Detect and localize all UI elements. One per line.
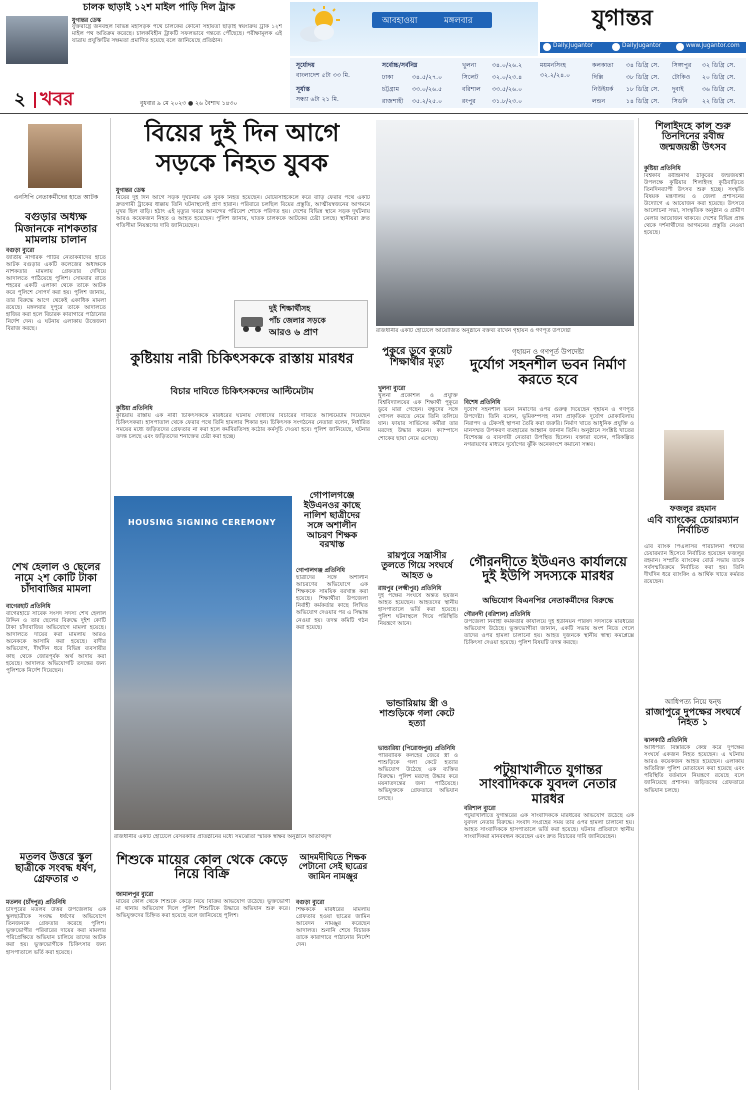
left-mid-byline: বাগেরহাট প্রতিনিধি <box>6 604 51 610</box>
division-name: চট্টগ্রাম <box>382 86 400 93</box>
column-rule <box>110 118 111 1090</box>
rabindra-headline: শিলাইদহে কাল শুরু তিনদিনের রবীন্দ্র জন্মজয়ন্তী উৎসব <box>655 121 731 153</box>
lead-headline-line1: বিয়ের দুই দিন আগে <box>144 118 340 147</box>
housing-kicker: গৃহায়ন ও গণপূর্ত উপদেষ্টা <box>511 348 585 356</box>
pond-body: খুলনা প্রকৌশল ও প্রযুক্তি বিশ্ববিদ্যালয়ের এক শিক্ষার্থী পুকুরে ডুবে মারা গেছেন। বন্ধুদের সঙ্গে গোসল করতে নেমে তিনি তলিয়ে যান। ফায়ার সার্ভিসের কর্মীরা তার মরদেহ উদ্ধার করেন। ক্যাম্পাসে শোকের ছায়া নেমে এসেছে। <box>378 393 458 442</box>
pond-byline: খুলনা ব্যুরো <box>378 386 406 392</box>
division-name: বরিশাল <box>462 86 481 93</box>
event-banner: HOUSING SIGNING CEREMONY <box>128 518 277 527</box>
city-name: নিউইয়র্ক <box>592 86 614 93</box>
folio-date: বুধবার ৯ মে ২০২৩ ● ২৬ বৈশাখ ১৪৩০ <box>140 100 238 107</box>
city-value: ২২ ডিগ্রি সে. <box>702 98 736 105</box>
top-strip <box>0 0 286 88</box>
ab-bank-portrait <box>664 430 724 500</box>
weather-banner <box>372 12 492 28</box>
left-top-byline: বগুড়া ব্যুরো <box>6 248 35 254</box>
bhandaria-body: পারিবারিক কলহের জেরে স্ত্রী ও শাশুড়িকে গলা কেটে হত্যার অভিযোগ উঠেছে এক ব্যক্তির বিরুদ্ধে। পুলিশ মরদেহ উদ্ধার করে ময়নাতদন্তের জন্য পাঠিয়েছে। অভিযুক্তকে গ্রেফতারে অভিযান চলছে। <box>378 753 458 802</box>
division-value: ৩৪.৫/২৭.০ <box>412 74 443 81</box>
city-name: সিডনি <box>672 98 688 105</box>
division-value: ৩৪.০/২৬.২ <box>492 62 523 69</box>
city-value: ১৪ ডিগ্রি সে. <box>626 98 660 105</box>
lead-graphic-line1: দুই শিক্ষার্থীসহ <box>269 304 311 313</box>
weather-table <box>290 58 746 108</box>
event-photo <box>114 496 292 830</box>
sunrise-value: বাংলাদেশ ৫টা ৩৩ মি. <box>296 72 351 79</box>
teacher-bail-body: শিক্ষককে মারধরের মামলায় গ্রেফতার হওয়া ছাত্রের জামিন আবেদন নামঞ্জুর করেছেন আদালত। শুনানি শেষে বিচারক তাকে কারাগারে পাঠানোর নির্দেশ দেন। <box>296 907 370 949</box>
rajapur-kicker: আধিপত্য নিয়ে দ্বন্দ্ব <box>664 698 722 706</box>
center-photo <box>376 120 634 326</box>
lead-byline: যুগান্তর ডেস্ক <box>116 188 145 194</box>
division-name: ময়মনসিংহ <box>540 62 566 69</box>
teacher-bail-headline: আদমদীঘিতে শিক্ষক পেটানো সেই ছাত্রের জামিন নামঞ্জুর <box>298 853 368 882</box>
page-number: ২ <box>14 89 26 110</box>
bhandaria-byline: ভান্ডারিয়া (পিরোজপুর) প্রতিনিধি <box>378 746 456 752</box>
left-top-body: জাতীয় নাগরিক পার্টির নেতাকর্মীদের হাতে আটক বগুড়ার একটি কলেজের অধ্যক্ষকে নাশকতার মামলায় গ্রেফতার দেখিয়ে আদালতে পাঠিয়েছে পুলিশ। সোমবার রাতে শহরের একটি এলাকা থেকে তাকে আটক করে পুলিশে সোপর্দ করা হয়। পুলিশ জানায়, তার বিরুদ্ধে আগে থেকেই একাধিক মামলা রয়েছে। মঙ্গলবার দুপুরে তাকে আদালতে হাজির করা হলে বিচারক কারাগারে পাঠানোর নির্দেশ দেন। এ ঘটনায় এলাকায় উত্তেজনা বিরাজ করছে। <box>6 255 106 332</box>
rabindra-body: বিশ্বকবি রবীন্দ্রনাথ ঠাকুরের জন্মজয়ন্তী উপলক্ষে কুষ্টিয়ার শিলাইদহ কুঠিবাড়িতে তিনদিনব্যাপী উৎসব শুরু হচ্ছে। সংস্কৃতি বিষয়ক মন্ত্রণালয় ও জেলা প্রশাসনের উদ্যোগে এ আয়োজন করা হয়েছে। উৎসবে আলোচনা সভা, সাংস্কৃতিক অনুষ্ঠান ও গ্রামীণ মেলার আয়োজন থাকবে। দেশের বিভিন্ন প্রান্ত থেকে দর্শনার্থীদের আগমনের প্রস্তুতি নেওয়া হয়েছে। <box>644 173 744 236</box>
division-value: ৩২.০/২৩.৪ <box>492 74 523 81</box>
facebook-icon[interactable] <box>543 43 551 51</box>
road-accident-icon <box>237 305 267 335</box>
city-value: ৩৮ ডিগ্রি সে. <box>626 74 660 81</box>
portrait-photo <box>28 124 82 188</box>
division-value: ৩৩.৫/২৬.০ <box>492 86 523 93</box>
raipur-byline: রায়পুর (লক্ষ্মীপুর) প্রতিনিধি <box>378 586 442 592</box>
housing-byline: বিশেষ প্রতিনিধি <box>464 400 501 406</box>
left-bottom-headline: মতলব উত্তরে স্কুল ছাত্রীকে সংবদ্ধ ধর্ষণ, গ্রেফতার ৩ <box>15 852 97 885</box>
rajapur-byline: ঝালকাঠি প্রতিনিধি <box>644 738 688 744</box>
gopalganj-headline: গোপালগঞ্জে ইউএনওর কাছে নালিশ ছাত্রীদের সঙ্গে অশালীন আচরণ শিক্ষক বরখাস্ত <box>303 491 361 551</box>
city-name: টোকিও <box>672 74 691 81</box>
housing-headline: দুর্যোগ সহনশীল ভবন নির্মাণ করতে হবে <box>470 357 626 389</box>
lead-body: বিয়ের দুই দিন আগে সড়ক দুর্ঘটনায় এক যুবক নিহত হয়েছেন। মোটরসাইকেলে করে বাড়ি ফেরার পথে একটি দ্রুতগামী ট্রাকের ধাক্কায় তিনি ঘটনাস্থলেই প্রাণ হারান। পরিবারে চলছিল বিয়ের প্রস্তুতি, আত্মীয়স্বজনের আগমনে মুখর ছিল বাড়ি। হঠাৎ এই মৃত্যুর খবরে আনন্দের পরিবেশ শোকে পরিণত হয়। দেশের বিভিন্ন স্থানে সড়ক দুর্ঘটনায় আরও কয়েকজন নিহত ও আহত হয়েছেন। পুলিশ জানায়, ঘাতক চালককে আটকের চেষ্টা চলছে। স্থানীয়রা দ্রুত গতিসীমা নিয়ন্ত্রণের দাবি জানিয়েছেন। <box>116 195 370 230</box>
city-value: ৩৪ ডিগ্রি সে. <box>626 62 660 69</box>
lead-headline-line2: সড়কে নিহত যুবক <box>156 148 328 177</box>
gopalganj-byline: গোপালগঞ্জ প্রতিনিধি <box>296 568 345 574</box>
raipur-body: দুই পক্ষের সংঘর্ষে অন্তত ছয়জন আহত হয়েছেন। আহতদের স্থানীয় হাসপাতালে ভর্তি করা হয়েছে। পুলিশ ঘটনাস্থলে গিয়ে পরিস্থিতি নিয়ন্ত্রণে আনে। <box>378 593 458 628</box>
event-photo-caption: রাজধানীর একটি হোটেলে বেসরকারি প্রতিষ্ঠানের মধ্যে সমঝোতা স্মারক স্বাক্ষর অনুষ্ঠানে অতিথিবৃন্দ <box>114 834 332 840</box>
bhandaria-headline: ভান্ডারিয়ায় স্ত্রী ও শাশুড়িকে গলা কেটে হত্যা <box>379 699 455 729</box>
city-value: ১৮ ডিগ্রি সে. <box>626 86 660 93</box>
child-sale-body: মায়ের কোল থেকে শিশুকে কেড়ে নিয়ে বিক্রির অভিযোগ উঠেছে। ভুক্তভোগী মা থানায় অভিযোগ দিলে পুলিশ শিশুটিকে উদ্ধারে অভিযান শুরু করে। অভিযুক্তদের চিহ্নিত করা হয়েছে বলে জানিয়েছে পুলিশ। <box>116 899 290 920</box>
folio-divider <box>34 92 36 108</box>
social-facebook[interactable]: Daily.Jugantor <box>553 43 594 49</box>
column-rule <box>638 118 639 1090</box>
left-top-headline: বগুড়ার অধ্যক্ষ মিজানকে নাশকতার মামলায় চালান <box>14 211 98 247</box>
kushtia-byline: কুষ্টিয়া প্রতিনিধি <box>116 406 153 412</box>
ab-bank-headline: এবি ব্যাংকের চেয়ারম্যান নির্বাচিত <box>647 515 739 537</box>
left-mid-headline: শেখ হেলাল ও ছেলের নামে ২শ কোটি টাকা চাঁদাবাজির মামলা <box>11 562 101 595</box>
gouranadi-headline: গৌরনদীতে ইউএনও কার্যালয়ে দুই ইউপি সদস্যকে মারধর <box>469 555 627 585</box>
twitter-icon[interactable] <box>612 43 620 51</box>
patuakhali-body: পটুয়াখালীতে যুগান্তরের এক সাংবাদিককে মারধরের অভিযোগ উঠেছে এক যুবদল নেতার বিরুদ্ধে। সংবাদ সংগ্রহের সময় তার ওপর হামলা চালানো হয়। আহত সাংবাদিককে হাসপাতালে ভর্তি করা হয়েছে। ঘটনার প্রতিবাদে স্থানীয় সাংবাদিকরা মানববন্ধন করেছেন এবং দ্রুত বিচারের দাবি জানিয়েছেন। <box>464 813 634 841</box>
gopalganj-body: ছাত্রীদের সঙ্গে অশালীন আচরণের অভিযোগে এক শিক্ষককে সাময়িক বরখাস্ত করা হয়েছে। শিক্ষার্থীরা উপজেলা নির্বাহী কর্মকর্তার কাছে লিখিত অভিযোগ দেওয়ার পর এ সিদ্ধান্ত নেওয়া হয়। তদন্ত কমিটি গঠন করা হয়েছে। <box>296 575 368 631</box>
sunset-label: সূর্যাস্ত <box>296 86 310 93</box>
pond-headline: পুকুরে ডুবে কুয়েট শিক্ষার্থীর মৃত্যু <box>382 346 452 368</box>
kushtia-subhead: বিচার দাবিতে চিকিৎসকদের আল্টিমেটাম <box>170 387 314 397</box>
globe-icon[interactable] <box>676 43 684 51</box>
weather-box <box>290 2 538 56</box>
gouranadi-subhead: অভিযোগ বিএনপির নেতাকর্মীদের বিরুদ্ধে <box>482 595 614 605</box>
folio-bar <box>0 88 286 112</box>
teacher-bail-byline: বগুড়া ব্যুরো <box>296 900 325 906</box>
division-name: ঢাকা <box>382 74 394 81</box>
child-sale-byline: জামালপুর ব্যুরো <box>116 892 154 898</box>
city-value: ৩৬ ডিগ্রি সে. <box>702 86 736 93</box>
rajapur-headline: রাজাপুরে দুপক্ষের সংঘর্ষে নিহত ১ <box>645 707 741 729</box>
social-website[interactable]: www.jugantor.com <box>686 43 740 49</box>
division-value: ৩৩.০/২৬.৫ <box>412 86 443 93</box>
top-strip-byline: যুগান্তর ডেস্ক <box>72 18 101 24</box>
lead-graphic-line3: আরও ৬ প্রাণ <box>269 328 318 338</box>
top-strip-headline: চালক ছাড়াই ১২শ মাইল পাড়ি দিল ট্রাক <box>82 2 236 13</box>
city-value: ৩২ ডিগ্রি সে. <box>702 62 736 69</box>
division-value: ৩১.৮/২৩.০ <box>492 98 523 105</box>
patuakhali-byline: বরিশাল ব্যুরো <box>464 806 496 812</box>
kushtia-headline: কুষ্টিয়ায় নারী চিকিৎসককে রাস্তায় মারধর <box>130 351 354 367</box>
division-name: খুলনা <box>462 62 477 69</box>
weather-label: আবহাওয়া <box>382 16 418 26</box>
folio-rule <box>0 113 748 114</box>
gouranadi-body: উপজেলা নির্বাহী কর্মকর্তার কার্যালয়ে দুই ইউনিয়ন পরিষদ সদস্যকে মারধরের অভিযোগ উঠেছে। ভুক্তভোগীরা জানান, একটি সভায় অংশ নিতে গেলে তাদের ওপর হামলা চালানো হয়। আহত দুজনকে স্থানীয় স্বাস্থ্য কমপ্লেক্সে চিকিৎসা দেওয়া হয়েছে। পুলিশ বিষয়টি তদন্ত করছে। <box>464 619 634 647</box>
left-mid-body: বাগেরহাটে সাবেক সংসদ সদস্য শেখ হেলাল উদ্দিন ও তার ছেলের বিরুদ্ধে দুইশ কোটি টাকা চাঁদাবাজির অভিযোগে মামলা হয়েছে। আদালতে দায়ের করা মামলায় আরও অনেককে আসামি করা হয়েছে। বাদীর অভিযোগ, দীর্ঘদিন ধরে বিভিন্ন ব্যবসায়ীর কাছ থেকে জোরপূর্বক অর্থ আদায় করা হয়েছে। আদালত অভিযোগটি তদন্তের জন্য পুলিশকে নির্দেশ দিয়েছেন। <box>6 611 106 674</box>
masthead-logo: যুগান্তর <box>592 5 653 31</box>
gouranadi-byline: গৌরনদী (বরিশাল) প্রতিনিধি <box>464 612 531 618</box>
division-name: রংপুর <box>462 98 476 105</box>
truck-photo <box>6 16 68 64</box>
child-sale-headline: শিশুকে মায়ের কোল থেকে কেড়ে নিয়ে বিক্রি <box>116 853 288 883</box>
housing-body: দুর্যোগ সহনশীল ভবন নির্মাণের ওপর গুরুত্ব দিয়েছেন গৃহায়ন ও গণপূর্ত উপদেষ্টা। তিনি বলেন, ভূমিকম্পসহ নানা প্রাকৃতিক দুর্যোগ মোকাবিলায় নিরাপদ ও টেকসই স্থাপনা তৈরি করা জরুরি। নির্মাণ খাতে আধুনিক প্রযুক্তি ও মানসম্মত উপকরণ ব্যবহারের আহ্বান জানান তিনি। অনুষ্ঠানে সংশ্লিষ্ট খাতের বিশেষজ্ঞ ও ব্যবসায়ী নেতারা উপস্থিত ছিলেন। বক্তারা বলেন, পরিকল্পিত নগরায়ণের মাধ্যমে দুর্যোগের ঝুঁকি অনেকাংশে কমানো সম্ভব। <box>464 407 634 449</box>
left-bottom-byline: মতলব (চাঁদপুর) প্রতিনিধি <box>6 900 66 906</box>
city-name: কলকাতা <box>592 62 614 69</box>
lead-graphic-line2: পাঁচ জেলার সড়কে <box>269 316 326 325</box>
left-bottom-body: চাঁদপুরের মতলব উত্তর উপজেলায় এক স্কুলছাত্রীকে সংবদ্ধ ধর্ষণের অভিযোগে তিনজনকে গ্রেফতার করেছে পুলিশ। ভুক্তভোগীর পরিবারের দায়ের করা মামলার পরিপ্রেক্ষিতে অভিযান চালিয়ে তাদের আটক করা হয়। ভুক্তভোগীকে চিকিৎসার জন্য হাসপাতালে ভর্তি করা হয়েছে। <box>6 907 106 956</box>
city-value: ২০ ডিগ্রি সে. <box>702 74 736 81</box>
sunset-value: সন্ধ্যা ৬টা ২১ মি. <box>296 96 339 103</box>
patuakhali-headline: পটুয়াখালীতে যুগান্তর সাংবাদিককে যুবদল নেতার মারধর <box>479 763 617 807</box>
weather-day: মঙ্গলবার <box>444 16 473 26</box>
rabindra-byline: কুষ্টিয়া প্রতিনিধি <box>644 166 681 172</box>
city-name: দুবাই <box>672 86 684 93</box>
city-name: দিল্লি <box>592 74 604 81</box>
ab-bank-body: এবি ব্যাংক পিএলসির পরিচালনা পর্ষদের চেয়ারম্যান হিসেবে নির্বাচিত হয়েছেন ফজলুর রহমান। সম্প্রতি ব্যাংকের বোর্ড সভায় তাকে সর্বসম্মতিক্রমে নির্বাচিত করা হয়। তিনি দীর্ঘদিন ধরে ব্যাংকিং ও আর্থিক খাতে কর্মরত রয়েছেন। <box>644 544 744 586</box>
division-name: সিলেট <box>462 74 479 81</box>
weather-col-label: সর্বোচ্চ/সর্বনিম্ন <box>382 62 418 69</box>
top-strip-body: যুক্তরাষ্ট্রে জনবহুল বিভিন্ন মহাসড়ক পথে চালকের কোনো সহায়তা ছাড়াই স্বয়ংক্রিয় ট্রাক ১২শ মাইল পথ অতিক্রম করেছে। চালকবিহীন ট্রাকটি সফলভাবে গন্তব্যে পৌঁছেছে। পরীক্ষামূলক এই যাত্রায় প্রযুক্তিটির সক্ষমতা প্রমাণিত হয়েছে বলে জানিয়েছে প্রতিষ্ঠান। <box>72 24 282 45</box>
raipur-headline: রায়পুরে সন্ত্রাসীর তুলতে গিয়ে সংঘর্ষে আহত ৬ <box>381 551 453 581</box>
section-title: খবর <box>40 88 74 110</box>
masthead <box>540 2 746 58</box>
masthead-social-bar <box>540 42 746 53</box>
lead-graphic-box <box>234 300 368 348</box>
kushtia-body: কুষ্টিয়ায় রাস্তায় এক নারী চিকিৎসককে মারধরের ঘটনায় দোষীদের বিচারের দাবিতে আল্টিমেটাম দিয়েছেন চিকিৎসকরা। হাসপাতাল থেকে ফেরার পথে তিনি হামলার শিকার হন। চিকিৎসক সংগঠনের নেতারা বলেন, নির্ধারিত সময়ের মধ্যে জড়িতদের গ্রেফতার না করা হলে কর্মবিরতিসহ কঠোর কর্মসূচি দেওয়া হবে। পুলিশ জানিয়েছে, ঘটনার তদন্ত চলছে এবং জড়িতদের শনাক্তের চেষ্টা করা হচ্ছে। <box>116 413 370 441</box>
division-value: ৩৫.২/২৫.০ <box>412 98 443 105</box>
city-name: লন্ডন <box>592 98 606 105</box>
left-top-caption: এনসিপি নেতাকর্মীদের হাতে আটক <box>13 194 99 201</box>
city-name: সিঙ্গাপুর <box>672 62 692 69</box>
sunrise-label: সূর্যোদয় <box>296 62 315 69</box>
sun-cloud-icon <box>296 6 344 46</box>
division-value: ৩২.২/২৪.০ <box>540 72 571 79</box>
social-twitter[interactable]: DailyJugantor <box>622 43 662 49</box>
division-name: রাজশাহী <box>382 98 404 105</box>
ab-bank-name: ফজলুর রহমান <box>669 503 717 513</box>
rajapur-body: আধিপত্য বিস্তারকে কেন্দ্র করে দুপক্ষের সংঘর্ষে একজন নিহত হয়েছেন। এ ঘটনায় আরও কয়েকজন আহত হয়েছেন। এলাকায় অতিরিক্ত পুলিশ মোতায়েন করা হয়েছে এবং পরিস্থিতি বর্তমানে নিয়ন্ত্রণে রয়েছে বলে জানিয়েছে প্রশাসন। জড়িতদের গ্রেফতারে অভিযান চলছে। <box>644 745 744 794</box>
center-photo-caption: রাজধানীর একটি হোটেলে আয়োজিত অনুষ্ঠানে বক্তব্য রাখেন গৃহায়ন ও গণপূর্ত উপদেষ্টা <box>376 328 571 334</box>
